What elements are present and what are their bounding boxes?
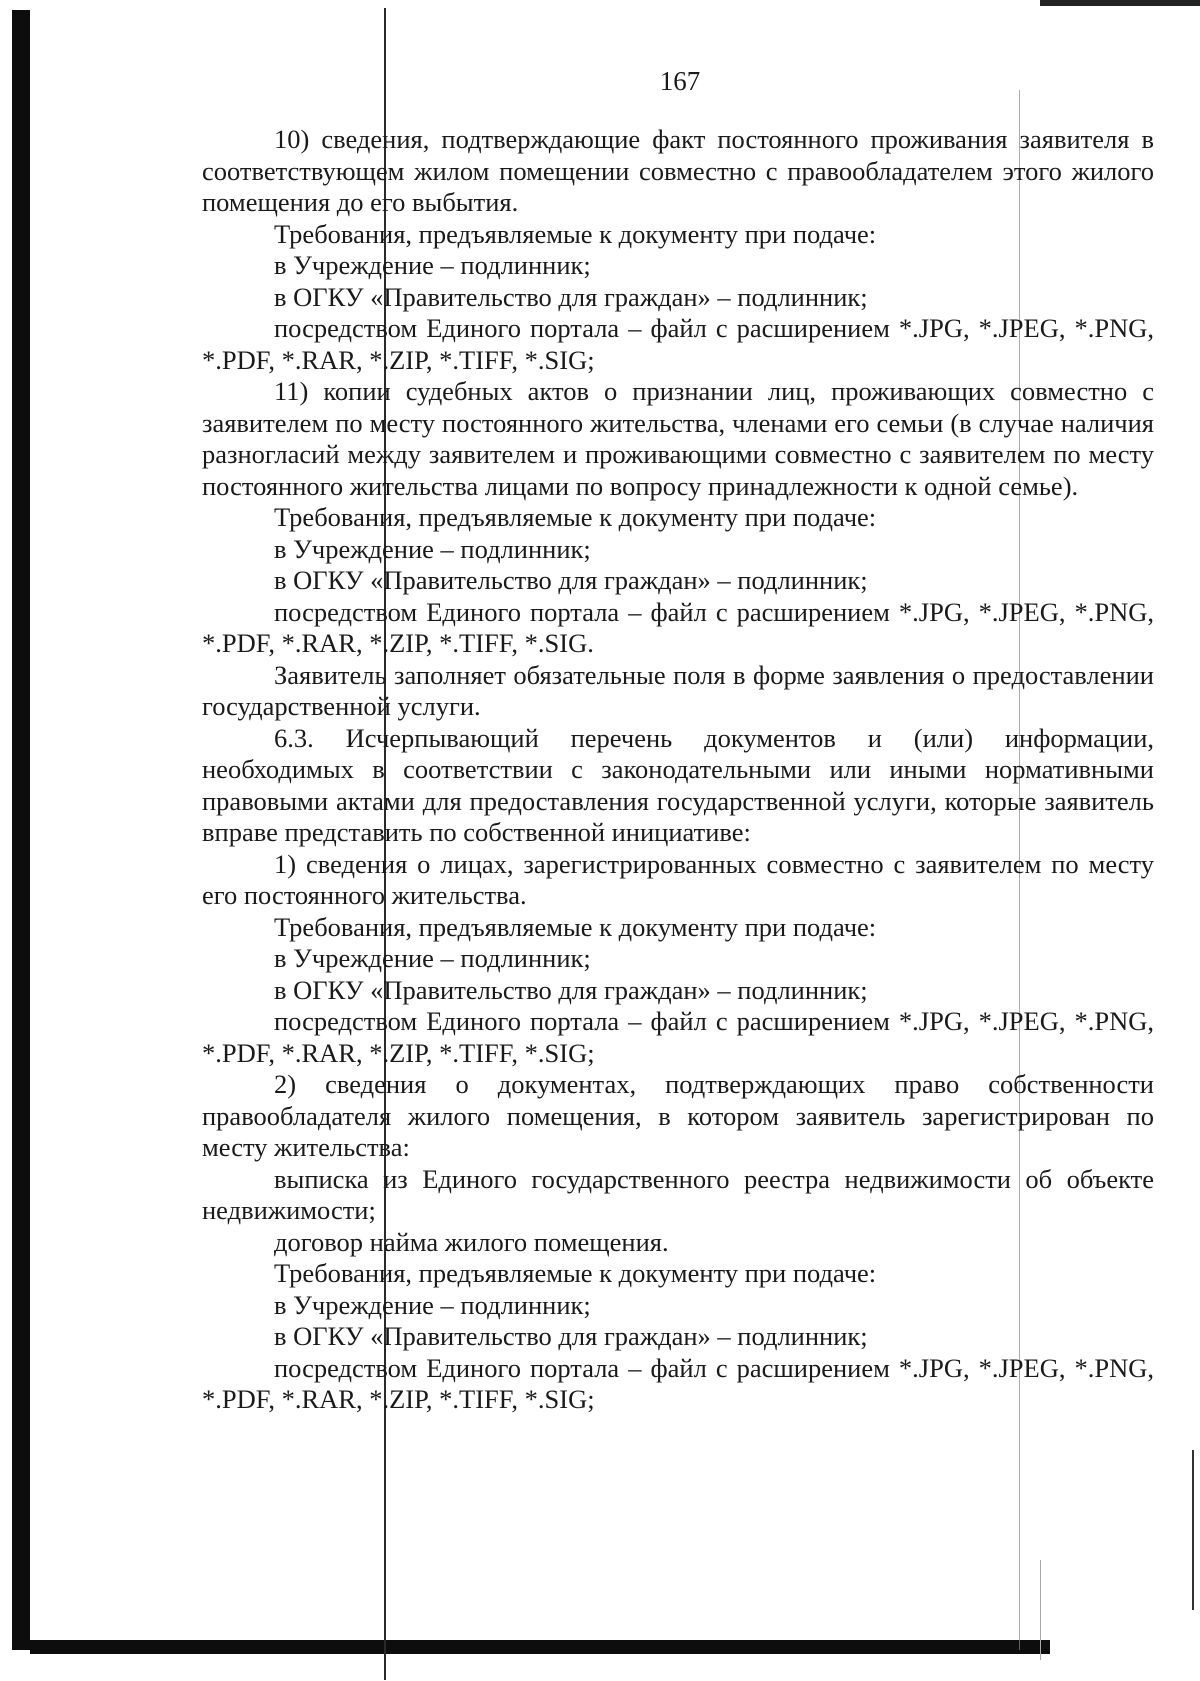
paragraph: посредством Единого портала – файл с расширением *.JPG, *.JPEG, *.PNG, *.PDF, *.RAR, *.ZIP, *.TIFF, *.SIG; [202,1352,1154,1414]
page-number: 167 [659,66,701,96]
scan-border-left [12,10,30,1650]
scan-artifact-line-bottom [1040,1560,1041,1660]
paragraph: в Учреждение – подлинник; [274,250,591,280]
paragraph: 6.3. Исчерпывающий перечень документов и (или) информации, необходимых в соответствии с законодательными или иными нормативными правовыми актами для предоставления государственной услуги, которые заявитель вправе представить по собственной инициативе: [202,722,1154,847]
paragraph: в Учреждение – подлинник; [274,943,591,973]
paragraph: 1) сведения о лицах, зарегистрированных совместно с заявителем по месту его постоянного жительства. [202,848,1154,910]
paragraph: в Учреждение – подлинник; [274,533,591,564]
paragraph: выписка из Единого государственного реестра недвижимости об объекте недвижимости; [202,1163,1154,1225]
paragraph: в Учреждение – подлинник; [274,1289,591,1320]
scan-border-bottom [30,1640,1050,1654]
paragraph: Требования, предъявляемые к документу при подаче: [274,502,877,532]
paragraph: Заявитель заполняет обязательные поля в форме заявления о предоставлении государственной услуги. [202,659,1154,721]
paragraph: Требования, предъявляемые к документу при подаче: [274,1258,877,1288]
paragraph: в ОГКУ «Правительство для граждан» – подлинник; [274,1321,868,1351]
paragraph: 2) сведения о документах, подтверждающих право собственности правообладателя жилого помещения, в котором заявитель зарегистрирован по месту жительства: [202,1069,1154,1162]
paragraph: в ОГКУ «Правительство для граждан» – подлинник; [274,281,868,312]
paragraph: посредством Единого портала – файл с расширением *.JPG, *.JPEG, *.PNG, *.PDF, *.RAR, *.ZIP, *.TIFF, *.SIG; [202,1006,1154,1068]
paragraph: в ОГКУ «Правительство для граждан» – подлинник; [274,974,868,1005]
paragraph: Требования, предъявляемые к документу при подаче: [274,218,877,249]
paragraph: Требования, предъявляемые к документу при подаче: [274,911,877,942]
paragraph: посредством Единого портала – файл с расширением *.JPG, *.JPEG, *.PNG, *.PDF, *.RAR, *.ZIP, *.TIFF, *.SIG. [202,596,1154,658]
scan-border-top [1040,0,1200,6]
paragraph: посредством Единого портала – файл с расширением *.JPG, *.JPEG, *.PNG, *.PDF, *.RAR, *.ZIP, *.TIFF, *.SIG; [202,313,1154,375]
scan-artifact-line-right [1192,1450,1194,1610]
paragraph: 11) копии судебных актов о признании лиц, проживающих совместно с заявителем по месту постоянного жительства, членами его семьи (в случае наличия разногласий между заявителем и проживающими совместно с заявителем по месту постоянного жительства лицами по вопросу принадлежности к одной семье). [202,376,1154,501]
paragraph: в ОГКУ «Правительство для граждан» – подлинник; [274,565,868,595]
paragraph: 10) сведения, подтверждающие факт постоянного проживания заявителя в соответствующем жилом помещении совместно с правообладателем этого жилого помещения до его выбытия. [202,124,1154,217]
document-body [202,124,1154,1416]
paragraph: договор найма жилого помещения. [274,1226,669,1257]
